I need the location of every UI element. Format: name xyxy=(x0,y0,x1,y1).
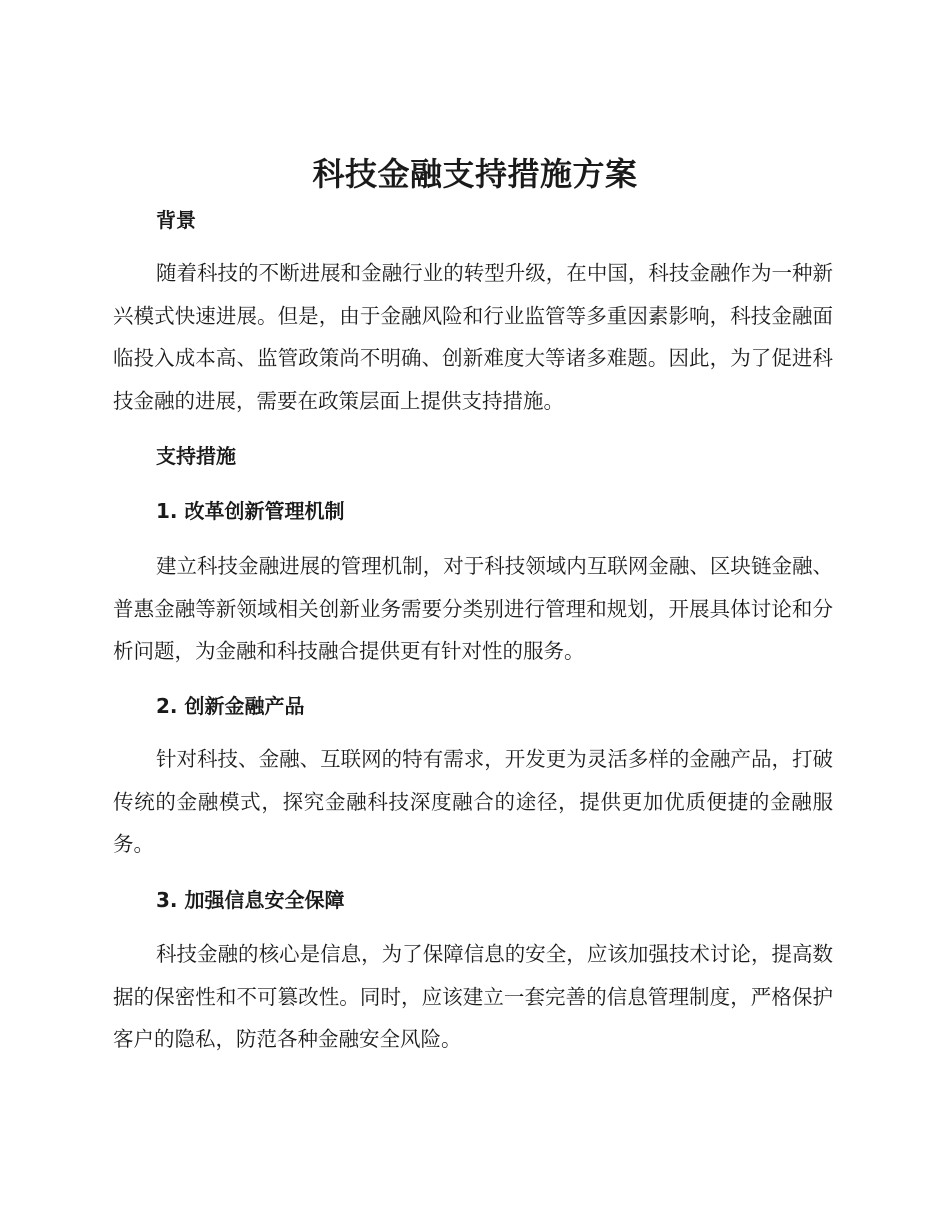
section-heading-financial-products: 2. 创新金融产品 xyxy=(156,694,305,718)
section-heading-support-measures: 支持措施 xyxy=(156,444,236,468)
section-paragraph-background: 随着科技的不断进展和金融行业的转型升级，在中国，科技金融作为一种新兴模式快速进展。但是，由于金融风险和行业监管等多重因素影响，科技金融面临投入成本高、监管政策尚不明确、创新难度大等诸多难题。因此，为了促进科技金融的进展，需要在政策层面上提供支持措施。 xyxy=(113,261,833,413)
page-title: 科技金融支持措施方案 xyxy=(312,155,638,193)
section-heading-information-security: 3. 加强信息安全保障 xyxy=(156,888,345,912)
section-paragraph-management-reform: 建立科技金融进展的管理机制，对于科技领域内互联网金融、区块链金融、普惠金融等新领域相关创新业务需要分类别进行管理和规划，开展具体讨论和分析问题，为金融和科技融合提供更有针对性的服务。 xyxy=(113,554,833,663)
section-paragraph-information-security: 科技金融的核心是信息，为了保障信息的安全，应该加强技术讨论，提高数据的保密性和不可篡改性。同时，应该建立一套完善的信息管理制度，严格保护客户的隐私，防范各种金融安全风险。 xyxy=(113,942,833,1051)
section-heading-management-reform: 1. 改革创新管理机制 xyxy=(156,499,345,523)
section-paragraph-financial-products: 针对科技、金融、互联网的特有需求，开发更为灵活多样的金融产品，打破传统的金融模式，探究金融科技深度融合的途径，提供更加优质便捷的金融服务。 xyxy=(113,747,833,856)
section-heading-background: 背景 xyxy=(156,208,196,232)
